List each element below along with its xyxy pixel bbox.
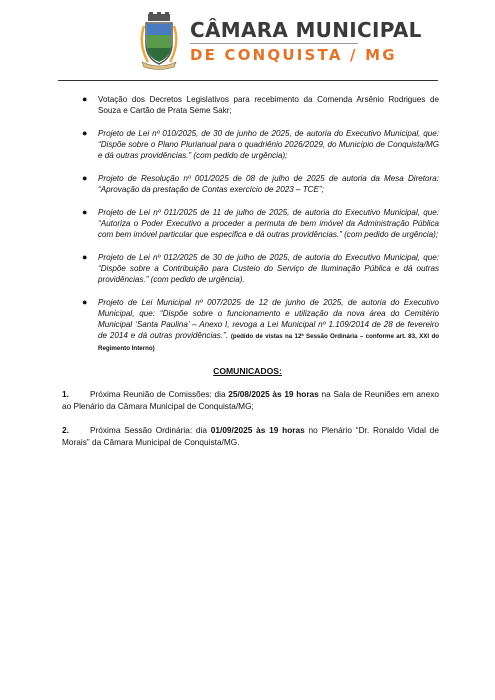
bullet-icon: ● [82,207,88,217]
list-item [82,128,439,161]
list-item [82,173,439,195]
agenda-list [0,94,495,354]
comunicados-title: COMUNICADOS: [213,366,282,376]
org-title: CÂMARA MUNICIPAL [190,18,422,42]
item-text: Projeto de Lei nº 011/2025 de 11 de julho de 2025, de autoria do Executivo Municipal, que: “Autoriza o Poder Executivo a proceder a permuta de bem imóvel da Administração Pública com bem imóvel particular que especifica e dá outras providências.” (com pedido de urgência); [98,208,439,239]
document-body [0,94,495,460]
list-item [82,297,439,354]
comunicado-item [62,424,439,448]
title-divider [190,43,358,44]
item-text: Projeto de Lei nº 010/2025, de 30 de junho de 2025, de autoria do Executivo Municipal, que: “Dispõe sobre o Plano Plurianual para o quadriênio 2026/2029, do Município de Conquista/MG e dá outras providências.” (com pedido de urgência); [98,129,439,160]
org-subtitle: DE CONQUISTA / MG [190,46,397,64]
comunicado-item [62,388,439,412]
item-date: 01/09/2025 às 19 horas [210,425,305,435]
header-rule [58,80,438,81]
item-text-post: no Plenário “Dr. Ronaldo Vidal de Morais” da Câmara Municipal de Conquista/MG. [62,425,439,447]
item-text: Projeto de Resolução nº 001/2025 de 08 de julho de 2025 de autoria da Mesa Diretora: “Aprovação da prestação de Contas exercício de 2023 – TCE”; [98,174,439,194]
list-item [82,94,439,116]
bullet-icon: ● [82,252,88,262]
letterhead [0,8,495,78]
list-item [82,252,439,285]
item-note: (pedido de vistas na 12ª Sessão Ordinária – conforme art. 83, XXI do Regimento Interno) [98,333,439,352]
bullet-icon: ● [82,128,88,138]
item-text: Votação dos Decretos Legislativos para recebimento da Comenda Arsênio Rodrigues de Souza e Cartão de Prata Seme Sakr; [98,95,439,115]
item-text: Projeto de Lei nº 012/2025 de 30 de julho de 2025, de autoria do Executivo Municipal, que: “Dispõe sobre a Contribuição para Custeio do Serviço de Iluminação Pública e dá outras providências.” (com pedido de urgência). [98,253,439,284]
bullet-icon: ● [82,94,88,104]
item-text: Projeto de Lei Municipal nº 007/2025 de 12 de junho de 2025, de autoria do Executivo Municipal, que: “Dispõe sobre o funcionamento e utilização da nova área do Cemitério Municipal ‘Santa Paulina’ – Anexo I, revoga a Lei Municipal nº 1.109/2014 de 28 de fevereiro de 2014 e dá outras providências.”. [98,298,439,340]
list-item [82,207,439,240]
item-number: 2. [62,425,69,435]
bullet-icon: ● [82,173,88,183]
item-text-pre: Próxima Sessão Ordinária: dia [90,425,211,435]
item-text-post: na Sala de Reuniões em anexo ao Plenário da Câmara Municipal de Conquista/MG; [62,389,439,411]
item-date: 25/08/2025 às 19 horas [228,389,319,399]
item-text-pre: Próxima Reunião de Comissões: dia [90,389,229,399]
bullet-icon: ● [82,297,88,307]
item-number: 1. [62,389,69,399]
municipal-crest-icon [138,12,180,70]
